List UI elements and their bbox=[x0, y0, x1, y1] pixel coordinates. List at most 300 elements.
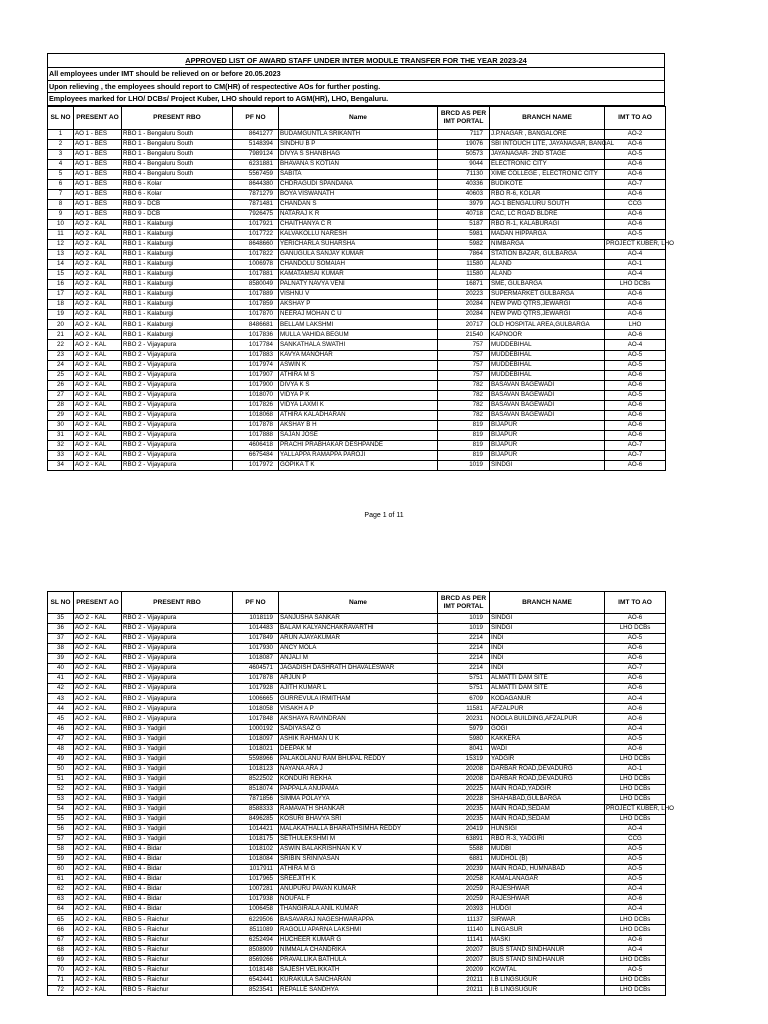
cell-brcd: 20419 bbox=[438, 824, 490, 834]
cell-name: ATHIRA M S bbox=[279, 370, 438, 380]
table-row bbox=[48, 451, 666, 461]
cell-branch-name: KAMALANAGAR bbox=[490, 875, 605, 885]
cell-branch-name: RAJESHWAR bbox=[490, 895, 605, 905]
cell-present-ao: AO 2 - KAL bbox=[74, 875, 122, 885]
cell-imt-to-ao: AO-2 bbox=[605, 129, 666, 139]
cell-imt-to-ao: AO-1 bbox=[605, 260, 666, 270]
table-row bbox=[48, 895, 666, 905]
cell-present-ao: AO 2 - KAL bbox=[74, 420, 122, 430]
cell-present-rbo: RBO 9 - DCB bbox=[122, 209, 233, 219]
cell-imt-to-ao: AO-6 bbox=[605, 674, 666, 684]
cell-present-ao: AO 1 - BES bbox=[74, 199, 122, 209]
cell-name: BUDAMGUNTLA SRIKANTH bbox=[279, 129, 438, 139]
cell-branch-name: YADGIR bbox=[490, 754, 605, 764]
cell-present-rbo: RBO 1 - Kalaburgi bbox=[122, 310, 233, 320]
cell-present-ao: AO 2 - KAL bbox=[74, 654, 122, 664]
cell-present-rbo: RBO 5 - Raichur bbox=[122, 945, 233, 955]
cell-present-rbo: RBO 2 - Vijayapura bbox=[122, 380, 233, 390]
cell-brcd: 20207 bbox=[438, 945, 490, 955]
table-row bbox=[48, 410, 666, 420]
cell-present-ao: AO 2 - KAL bbox=[74, 865, 122, 875]
cell-name: THANGIRALA ANIL KUMAR bbox=[279, 905, 438, 915]
cell-imt-to-ao: AO-6 bbox=[605, 219, 666, 229]
cell-present-ao: AO 2 - KAL bbox=[74, 451, 122, 461]
cell-sl-no: 6 bbox=[48, 179, 74, 189]
cell-present-ao: AO 2 - KAL bbox=[74, 724, 122, 734]
cell-name: PAPPALA ANUPAMA bbox=[279, 784, 438, 794]
cell-branch-name: NIMBARGA bbox=[490, 240, 605, 250]
cell-brcd: 20717 bbox=[438, 320, 490, 330]
table-row bbox=[48, 975, 666, 985]
cell-present-ao: AO 2 - KAL bbox=[74, 219, 122, 229]
cell-brcd: 5981 bbox=[438, 229, 490, 239]
cell-brcd: 63891 bbox=[438, 835, 490, 845]
cell-present-rbo: RBO 6 - Kolar bbox=[122, 179, 233, 189]
transfer-table-page-1 bbox=[47, 106, 674, 472]
table-row bbox=[48, 935, 666, 945]
cell-present-rbo: RBO 3 - Yadgiri bbox=[122, 744, 233, 754]
table-row bbox=[48, 420, 666, 430]
cell-pf-no: 6229506 bbox=[233, 915, 279, 925]
cell-sl-no: 63 bbox=[48, 895, 74, 905]
cell-sl-no: 31 bbox=[48, 430, 74, 440]
cell-branch-name: MUDHOL (B) bbox=[490, 855, 605, 865]
cell-branch-name: BASAVAN BAGEWADI bbox=[490, 390, 605, 400]
cell-present-rbo: RBO 4 - Bidar bbox=[122, 845, 233, 855]
table-row bbox=[48, 875, 666, 885]
cell-imt-to-ao: AO-7 bbox=[605, 664, 666, 674]
cell-brcd: 2214 bbox=[438, 654, 490, 664]
cell-pf-no: 1017900 bbox=[233, 380, 279, 390]
cell-branch-name: HUNSIGI bbox=[490, 824, 605, 834]
cell-imt-to-ao: AO-6 bbox=[605, 430, 666, 440]
table-row bbox=[48, 390, 666, 400]
table-body-page-2 bbox=[48, 614, 674, 996]
cell-imt-to-ao: PROJECT KUBER, LHO bbox=[605, 240, 666, 250]
cell-brcd: 20235 bbox=[438, 804, 490, 814]
cell-present-rbo: RBO 2 - Vijayapura bbox=[122, 674, 233, 684]
cell-present-rbo: RBO 4 - Bidar bbox=[122, 905, 233, 915]
cell-pf-no: 1017826 bbox=[233, 400, 279, 410]
cell-present-ao: AO 2 - KAL bbox=[74, 370, 122, 380]
cell-present-rbo: RBO 2 - Vijayapura bbox=[122, 430, 233, 440]
cell-present-ao: AO 2 - KAL bbox=[74, 614, 122, 624]
col-header-sl-no: SL NO bbox=[48, 106, 74, 129]
cell-present-rbo: RBO 3 - Yadgiri bbox=[122, 835, 233, 845]
table-row bbox=[48, 129, 666, 139]
cell-sl-no: 19 bbox=[48, 310, 74, 320]
cell-present-ao: AO 2 - KAL bbox=[74, 380, 122, 390]
cell-pf-no: 5598966 bbox=[233, 754, 279, 764]
cell-present-ao: AO 1 - BES bbox=[74, 209, 122, 219]
cell-name: RAMAVATH SHANKAR bbox=[279, 804, 438, 814]
cell-present-ao: AO 2 - KAL bbox=[74, 895, 122, 905]
cell-imt-to-ao: AO-5 bbox=[605, 865, 666, 875]
cell-present-ao: AO 2 - KAL bbox=[74, 915, 122, 925]
cell-pf-no: 1017921 bbox=[233, 219, 279, 229]
cell-sl-no: 49 bbox=[48, 754, 74, 764]
cell-branch-name: BASAVAN BAGEWADI bbox=[490, 380, 605, 390]
cell-present-rbo: RBO 1 - Kalaburgi bbox=[122, 330, 233, 340]
cell-pf-no: 1017889 bbox=[233, 290, 279, 300]
page-footer: Page 1 of 11 bbox=[364, 512, 404, 519]
cell-sl-no: 5 bbox=[48, 169, 74, 179]
cell-name: JAGADISH DASHRATH DHAVALESWAR bbox=[279, 664, 438, 674]
cell-sl-no: 11 bbox=[48, 229, 74, 239]
cell-present-ao: AO 2 - KAL bbox=[74, 975, 122, 985]
cell-present-rbo: RBO 3 - Yadgiri bbox=[122, 814, 233, 824]
cell-imt-to-ao: AO-4 bbox=[605, 340, 666, 350]
cell-name: KOSURI BHAVYA SRI bbox=[279, 814, 438, 824]
cell-branch-name: INDI bbox=[490, 634, 605, 644]
cell-sl-no: 29 bbox=[48, 410, 74, 420]
col-header-present-ao: PRESENT AO bbox=[74, 106, 122, 129]
cell-name: MALAKATHALLA BHARATHSIMHA REDDY bbox=[279, 824, 438, 834]
table-row bbox=[48, 360, 666, 370]
cell-present-rbo: RBO 1 - Kalaburgi bbox=[122, 290, 233, 300]
cell-brcd: 20259 bbox=[438, 885, 490, 895]
cell-imt-to-ao: AO-6 bbox=[605, 895, 666, 905]
table-row bbox=[48, 400, 666, 410]
table-row bbox=[48, 845, 666, 855]
cell-brcd: 757 bbox=[438, 350, 490, 360]
cell-present-rbo: RBO 1 - Bengaluru South bbox=[122, 129, 233, 139]
cell-present-ao: AO 2 - KAL bbox=[74, 824, 122, 834]
cell-pf-no: 8522502 bbox=[233, 774, 279, 784]
cell-pf-no: 1017883 bbox=[233, 350, 279, 360]
cell-branch-name: RBO R-1, KALABURAGI bbox=[490, 219, 605, 229]
cell-brcd: 2214 bbox=[438, 664, 490, 674]
cell-pf-no: 1017965 bbox=[233, 875, 279, 885]
cell-present-ao: AO 2 - KAL bbox=[74, 300, 122, 310]
cell-branch-name: SINDGI bbox=[490, 624, 605, 634]
table-row bbox=[48, 290, 666, 300]
cell-pf-no: 1018102 bbox=[233, 845, 279, 855]
cell-branch-name: BUS STAND SINDHANUR bbox=[490, 955, 605, 965]
table-row bbox=[48, 915, 666, 925]
cell-sl-no: 25 bbox=[48, 370, 74, 380]
header-block bbox=[47, 53, 665, 106]
cell-sl-no: 65 bbox=[48, 915, 74, 925]
cell-brcd: 7117 bbox=[438, 129, 490, 139]
cell-branch-name: ALAND bbox=[490, 260, 605, 270]
cell-sl-no: 52 bbox=[48, 784, 74, 794]
table-header-row bbox=[48, 106, 666, 129]
cell-present-rbo: RBO 1 - Kalaburgi bbox=[122, 300, 233, 310]
cell-present-rbo: RBO 2 - Vijayapura bbox=[122, 410, 233, 420]
cell-imt-to-ao: AO-5 bbox=[605, 634, 666, 644]
cell-sl-no: 1 bbox=[48, 129, 74, 139]
cell-present-rbo: RBO 3 - Yadgiri bbox=[122, 734, 233, 744]
cell-present-ao: AO 2 - KAL bbox=[74, 714, 122, 724]
cell-imt-to-ao: AO-7 bbox=[605, 179, 666, 189]
cell-present-rbo: RBO 2 - Vijayapura bbox=[122, 440, 233, 450]
cell-present-rbo: RBO 3 - Yadgiri bbox=[122, 774, 233, 784]
cell-present-rbo: RBO 1 - Kalaburgi bbox=[122, 229, 233, 239]
cell-present-rbo: RBO 2 - Vijayapura bbox=[122, 350, 233, 360]
cell-pf-no: 1017972 bbox=[233, 461, 279, 471]
cell-sl-no: 55 bbox=[48, 814, 74, 824]
cell-present-rbo: RBO 1 - Kalaburgi bbox=[122, 320, 233, 330]
cell-present-rbo: RBO 4 - Bidar bbox=[122, 865, 233, 875]
cell-pf-no: 1018119 bbox=[233, 614, 279, 624]
table-row bbox=[48, 250, 666, 260]
col-header-brcd: BRCD AS PER IMT PORTAL bbox=[438, 592, 490, 614]
cell-present-ao: AO 2 - KAL bbox=[74, 694, 122, 704]
cell-brcd: 11141 bbox=[438, 935, 490, 945]
cell-present-rbo: RBO 5 - Raichur bbox=[122, 965, 233, 975]
cell-name: DEEPAK M bbox=[279, 744, 438, 754]
cell-sl-no: 35 bbox=[48, 614, 74, 624]
col-header-pf-no: PF NO bbox=[233, 106, 279, 129]
cell-present-ao: AO 2 - KAL bbox=[74, 814, 122, 824]
cell-brcd: 757 bbox=[438, 370, 490, 380]
cell-present-ao: AO 2 - KAL bbox=[74, 390, 122, 400]
cell-present-rbo: RBO 2 - Vijayapura bbox=[122, 370, 233, 380]
cell-sl-no: 38 bbox=[48, 644, 74, 654]
cell-brcd: 40718 bbox=[438, 209, 490, 219]
cell-branch-name: SHAHABAD,GULBARGA bbox=[490, 794, 605, 804]
cell-pf-no: 1017888 bbox=[233, 430, 279, 440]
cell-imt-to-ao: AO-5 bbox=[605, 149, 666, 159]
cell-pf-no: 1006665 bbox=[233, 694, 279, 704]
cell-present-rbo: RBO 2 - Vijayapura bbox=[122, 451, 233, 461]
cell-pf-no: 1006978 bbox=[233, 260, 279, 270]
cell-present-ao: AO 2 - KAL bbox=[74, 734, 122, 744]
cell-present-ao: AO 2 - KAL bbox=[74, 905, 122, 915]
cell-present-ao: AO 2 - KAL bbox=[74, 270, 122, 280]
cell-branch-name: NEW PWD QTRS,JEWARGI bbox=[490, 310, 605, 320]
cell-present-ao: AO 2 - KAL bbox=[74, 955, 122, 965]
cell-pf-no: 8523541 bbox=[233, 985, 279, 995]
table-row bbox=[48, 744, 666, 754]
cell-present-rbo: RBO 4 - Bidar bbox=[122, 875, 233, 885]
cell-pf-no: 1017974 bbox=[233, 360, 279, 370]
cell-brcd: 20211 bbox=[438, 975, 490, 985]
cell-brcd: 11580 bbox=[438, 260, 490, 270]
table-row bbox=[48, 370, 666, 380]
cell-present-ao: AO 2 - KAL bbox=[74, 855, 122, 865]
cell-present-rbo: RBO 2 - Vijayapura bbox=[122, 461, 233, 471]
cell-name: NAYANA ARA J bbox=[279, 764, 438, 774]
cell-brcd: 20228 bbox=[438, 794, 490, 804]
cell-imt-to-ao: AO-5 bbox=[605, 855, 666, 865]
cell-pf-no: 6231881 bbox=[233, 159, 279, 169]
cell-imt-to-ao: AO-6 bbox=[605, 139, 666, 149]
cell-pf-no: 8518074 bbox=[233, 784, 279, 794]
cell-branch-name: DARBAR ROAD,DEVADURG bbox=[490, 764, 605, 774]
cell-name: AKSHAYA RAVINDRAN bbox=[279, 714, 438, 724]
cell-branch-name: MASKI bbox=[490, 935, 605, 945]
cell-pf-no: 8644380 bbox=[233, 179, 279, 189]
cell-sl-no: 12 bbox=[48, 240, 74, 250]
cell-sl-no: 51 bbox=[48, 774, 74, 784]
cell-present-rbo: RBO 1 - Kalaburgi bbox=[122, 240, 233, 250]
cell-sl-no: 62 bbox=[48, 885, 74, 895]
table-row bbox=[48, 229, 666, 239]
cell-pf-no: 8508909 bbox=[233, 945, 279, 955]
cell-present-rbo: RBO 1 - Kalaburgi bbox=[122, 260, 233, 270]
cell-present-ao: AO 2 - KAL bbox=[74, 410, 122, 420]
table-row bbox=[48, 280, 666, 290]
cell-present-rbo: RBO 2 - Vijayapura bbox=[122, 644, 233, 654]
cell-brcd: 20209 bbox=[438, 965, 490, 975]
cell-sl-no: 15 bbox=[48, 270, 74, 280]
col-header-branch-name: BRANCH NAME bbox=[490, 592, 605, 614]
cell-branch-name: AO-1 BENGALURU SOUTH bbox=[490, 199, 605, 209]
table-row bbox=[48, 855, 666, 865]
cell-brcd: 1019 bbox=[438, 614, 490, 624]
note-report-agm-hr: Employees marked for LHO/ DCBs/ Project Kuber, LHO should report to AGM(HR), LHO, Bengaluru. bbox=[48, 93, 664, 106]
cell-name: GOPIKA T K bbox=[279, 461, 438, 471]
cell-present-ao: AO 2 - KAL bbox=[74, 350, 122, 360]
cell-present-rbo: RBO 2 - Vijayapura bbox=[122, 400, 233, 410]
cell-brcd: 15319 bbox=[438, 754, 490, 764]
cell-name: RAGOLU APARNA LAKSHMI bbox=[279, 925, 438, 935]
cell-brcd: 5751 bbox=[438, 674, 490, 684]
cell-pf-no: 8641277 bbox=[233, 129, 279, 139]
cell-pf-no: 1017836 bbox=[233, 330, 279, 340]
cell-name: ARUN AJAYAKUMAR bbox=[279, 634, 438, 644]
cell-branch-name: MAIN ROAD, HUMNABAD bbox=[490, 865, 605, 875]
cell-pf-no: 1018097 bbox=[233, 734, 279, 744]
cell-name: BELLAM LAKSHMI bbox=[279, 320, 438, 330]
cell-brcd: 5982 bbox=[438, 240, 490, 250]
cell-present-rbo: RBO 6 - Kolar bbox=[122, 189, 233, 199]
cell-branch-name: OLD HOSPITAL AREA,GULBARGA bbox=[490, 320, 605, 330]
cell-brcd: 71130 bbox=[438, 169, 490, 179]
cell-name: SRIBIN SRINIVASAN bbox=[279, 855, 438, 865]
table-row bbox=[48, 885, 666, 895]
cell-branch-name: J.P.NAGAR , BANGALORE bbox=[490, 129, 605, 139]
table-row bbox=[48, 714, 666, 724]
table-row bbox=[48, 955, 666, 965]
cell-pf-no: 7871279 bbox=[233, 189, 279, 199]
table-row bbox=[48, 764, 666, 774]
cell-brcd: 819 bbox=[438, 451, 490, 461]
table-row bbox=[48, 664, 666, 674]
cell-present-rbo: RBO 2 - Vijayapura bbox=[122, 420, 233, 430]
cell-pf-no: 6542441 bbox=[233, 975, 279, 985]
cell-pf-no: 1000192 bbox=[233, 724, 279, 734]
cell-name: SANJUSHA SANKAR bbox=[279, 614, 438, 624]
cell-sl-no: 32 bbox=[48, 440, 74, 450]
cell-name: ANJALI M bbox=[279, 654, 438, 664]
cell-branch-name: MUDDEBIHAL bbox=[490, 360, 605, 370]
cell-sl-no: 28 bbox=[48, 400, 74, 410]
cell-present-rbo: RBO 3 - Yadgiri bbox=[122, 794, 233, 804]
cell-branch-name: BIJAPUR bbox=[490, 430, 605, 440]
cell-branch-name: BIJAPUR bbox=[490, 440, 605, 450]
cell-pf-no: 8569266 bbox=[233, 955, 279, 965]
cell-pf-no: 8486681 bbox=[233, 320, 279, 330]
cell-name: ASWIN K bbox=[279, 360, 438, 370]
cell-name: CHDRAGUDI SPANDANA bbox=[279, 179, 438, 189]
cell-sl-no: 14 bbox=[48, 260, 74, 270]
cell-present-rbo: RBO 1 - Kalaburgi bbox=[122, 280, 233, 290]
cell-pf-no: 1017907 bbox=[233, 370, 279, 380]
table-row bbox=[48, 300, 666, 310]
cell-pf-no: 1014483 bbox=[233, 624, 279, 634]
table-row bbox=[48, 774, 666, 784]
cell-name: VIDYA P K bbox=[279, 390, 438, 400]
cell-present-ao: AO 2 - KAL bbox=[74, 794, 122, 804]
cell-name: AKSHAY B H bbox=[279, 420, 438, 430]
cell-brcd: 20258 bbox=[438, 875, 490, 885]
cell-pf-no: 1017870 bbox=[233, 310, 279, 320]
cell-imt-to-ao: AO-4 bbox=[605, 945, 666, 955]
cell-present-rbo: RBO 5 - Raichur bbox=[122, 935, 233, 945]
cell-pf-no: 8648660 bbox=[233, 240, 279, 250]
cell-sl-no: 44 bbox=[48, 704, 74, 714]
cell-name: ASWIN BALAKRISHNAN K V bbox=[279, 845, 438, 855]
cell-name: SREEJITH K bbox=[279, 875, 438, 885]
cell-present-ao: AO 2 - KAL bbox=[74, 310, 122, 320]
cell-branch-name: CAC, LC ROAD BLDRE bbox=[490, 209, 605, 219]
cell-sl-no: 45 bbox=[48, 714, 74, 724]
cell-sl-no: 41 bbox=[48, 674, 74, 684]
cell-present-rbo: RBO 3 - Yadgiri bbox=[122, 724, 233, 734]
cell-present-rbo: RBO 2 - Vijayapura bbox=[122, 390, 233, 400]
cell-present-ao: AO 2 - KAL bbox=[74, 935, 122, 945]
cell-present-rbo: RBO 4 - Bidar bbox=[122, 885, 233, 895]
cell-name: PRAVALLIKA BATHULA bbox=[279, 955, 438, 965]
cell-branch-name: RAJESHWAR bbox=[490, 885, 605, 895]
cell-present-rbo: RBO 2 - Vijayapura bbox=[122, 624, 233, 634]
cell-branch-name: MAIN ROAD,YADGIR bbox=[490, 784, 605, 794]
cell-imt-to-ao: CCG bbox=[605, 835, 666, 845]
cell-branch-name: DARBAR ROAD,DEVADURG bbox=[490, 774, 605, 784]
cell-brcd: 819 bbox=[438, 430, 490, 440]
cell-present-ao: AO 2 - KAL bbox=[74, 360, 122, 370]
cell-name: SIMMA POLAYYA bbox=[279, 794, 438, 804]
cell-name: ASHIK RAHMAN U K bbox=[279, 734, 438, 744]
cell-imt-to-ao: AO-4 bbox=[605, 250, 666, 260]
cell-present-ao: AO 2 - KAL bbox=[74, 965, 122, 975]
cell-brcd: 782 bbox=[438, 400, 490, 410]
cell-imt-to-ao: LHO DCBs bbox=[605, 794, 666, 804]
cell-sl-no: 66 bbox=[48, 925, 74, 935]
cell-present-rbo: RBO 4 - Bidar bbox=[122, 855, 233, 865]
cell-name: AKSHAY P bbox=[279, 300, 438, 310]
cell-present-rbo: RBO 1 - Bengaluru South bbox=[122, 149, 233, 159]
cell-present-ao: AO 2 - KAL bbox=[74, 290, 122, 300]
table-row bbox=[48, 330, 666, 340]
cell-pf-no: 6252494 bbox=[233, 935, 279, 945]
cell-brcd: 6709 bbox=[438, 694, 490, 704]
cell-pf-no: 1017911 bbox=[233, 865, 279, 875]
cell-imt-to-ao: AO-6 bbox=[605, 330, 666, 340]
cell-pf-no: 5148394 bbox=[233, 139, 279, 149]
cell-sl-no: 8 bbox=[48, 199, 74, 209]
table-row bbox=[48, 654, 666, 664]
cell-branch-name: I.B LINGSUGUR bbox=[490, 985, 605, 995]
cell-branch-name: ELECTRONIC CITY bbox=[490, 159, 605, 169]
table-row bbox=[48, 380, 666, 390]
cell-sl-no: 20 bbox=[48, 320, 74, 330]
cell-name: SADIYASAZ G bbox=[279, 724, 438, 734]
cell-imt-to-ao: LHO DCBs bbox=[605, 774, 666, 784]
cell-branch-name: MUDDEBIHAL bbox=[490, 350, 605, 360]
cell-present-rbo: RBO 2 - Vijayapura bbox=[122, 714, 233, 724]
cell-pf-no: 7989124 bbox=[233, 149, 279, 159]
table-row bbox=[48, 189, 666, 199]
sheet-page-1 bbox=[47, 53, 674, 471]
page-2 bbox=[0, 583, 768, 1024]
cell-present-rbo: RBO 2 - Vijayapura bbox=[122, 634, 233, 644]
cell-sl-no: 70 bbox=[48, 965, 74, 975]
cell-branch-name: SME, GULBARGA bbox=[490, 280, 605, 290]
